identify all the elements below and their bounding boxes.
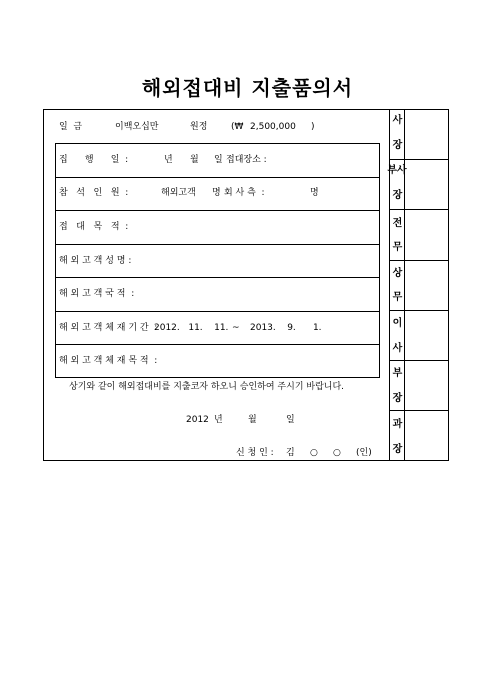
venue-label: 접대장소 : (226, 155, 267, 165)
applicant-label: 신 청 인 : (236, 448, 274, 458)
stay-period-start: 2012. 11. 11. (154, 323, 229, 333)
sign-date-day-unit: 일 (286, 415, 295, 425)
table-row-divider (55, 210, 380, 211)
date-year-unit: 년 (164, 155, 173, 165)
approval-label-president: 장 (392, 140, 403, 151)
table-row-divider (55, 177, 380, 178)
approval-row-divider (389, 410, 449, 411)
approval-label-president: 사 (392, 115, 403, 126)
approval-column-divider-right (404, 109, 405, 461)
stay-period-tilde: ~ (232, 323, 240, 333)
date-day-unit: 일 (214, 155, 223, 165)
approval-label-vice-president: 장 (392, 190, 403, 201)
company-count-unit: 명 (310, 188, 319, 198)
applicant-name-mark: ○ (333, 448, 341, 458)
stay-period-label: 해 외 고 객 체 재 기 간 : (59, 323, 158, 333)
sign-date-year: 2012 (186, 415, 209, 425)
request-statement: 상기와 같이 해외접대비를 지출코자 하오니 승인하여 주시기 바랍니다. (69, 382, 345, 392)
document-title: 해외접대비 지출품의서 (141, 76, 354, 100)
amount-suffix: 원정 (190, 122, 208, 132)
sign-date-year-unit: 년 (214, 415, 223, 425)
table-row-divider (55, 244, 380, 245)
applicant-seal: (인) (356, 448, 372, 458)
client-nationality-label: 해 외 고 객 국 적 : (59, 289, 135, 299)
approval-column-divider-left (389, 109, 390, 461)
applicant-name-mark: ○ (310, 448, 318, 458)
approval-label-section-chief: 장 (392, 444, 403, 455)
approval-label-general-manager: 부 (392, 368, 403, 379)
approval-row-divider (389, 159, 449, 160)
approval-row-divider (389, 260, 449, 261)
client-name-label: 해 외 고 객 성 명 : (59, 256, 132, 266)
table-row-divider (55, 277, 380, 278)
approval-label-director: 사 (392, 343, 403, 354)
approval-row-divider (389, 360, 449, 361)
approval-label-section-chief: 과 (392, 419, 403, 430)
stay-period-end: 2013. 9. 1. (250, 323, 322, 333)
approval-label-managing-director: 상 (392, 268, 403, 279)
approval-label-general-manager: 장 (392, 393, 403, 404)
amount-paren-close: ) (311, 122, 315, 132)
approval-row-divider (389, 209, 449, 210)
approval-label-executive-director: 무 (392, 242, 403, 253)
approval-label-vice-president: 부사 (387, 165, 407, 176)
client-count-unit: 명 (212, 188, 221, 198)
overseas-client-label: 해외고객 (161, 188, 196, 198)
table-row-divider (55, 311, 380, 312)
approval-label-managing-director: 무 (392, 292, 403, 303)
approval-label-executive-director: 전 (392, 218, 403, 229)
amount-paren-open: (₩ (231, 122, 244, 132)
attendees-label: 참 석 인 원 : (59, 188, 129, 198)
date-month-unit: 월 (190, 155, 199, 165)
approval-label-director: 이 (392, 318, 403, 329)
table-row-divider (55, 344, 380, 345)
execution-date-label: 집 행 일 : (59, 155, 129, 165)
entertainment-purpose-label: 접 대 목 적 : (59, 222, 129, 232)
approval-row-divider (389, 310, 449, 311)
amount-value: 2,500,000 (250, 122, 296, 132)
stay-purpose-label: 해 외 고 객 체 재 목 적 : (59, 356, 158, 366)
amount-korean: 이백오십만 (115, 122, 159, 132)
sign-date-month-unit: 월 (248, 415, 257, 425)
company-side-label: 회 사 측 : (224, 188, 265, 198)
amount-label: 일 금 (59, 122, 83, 132)
applicant-name: 김 (286, 448, 295, 458)
